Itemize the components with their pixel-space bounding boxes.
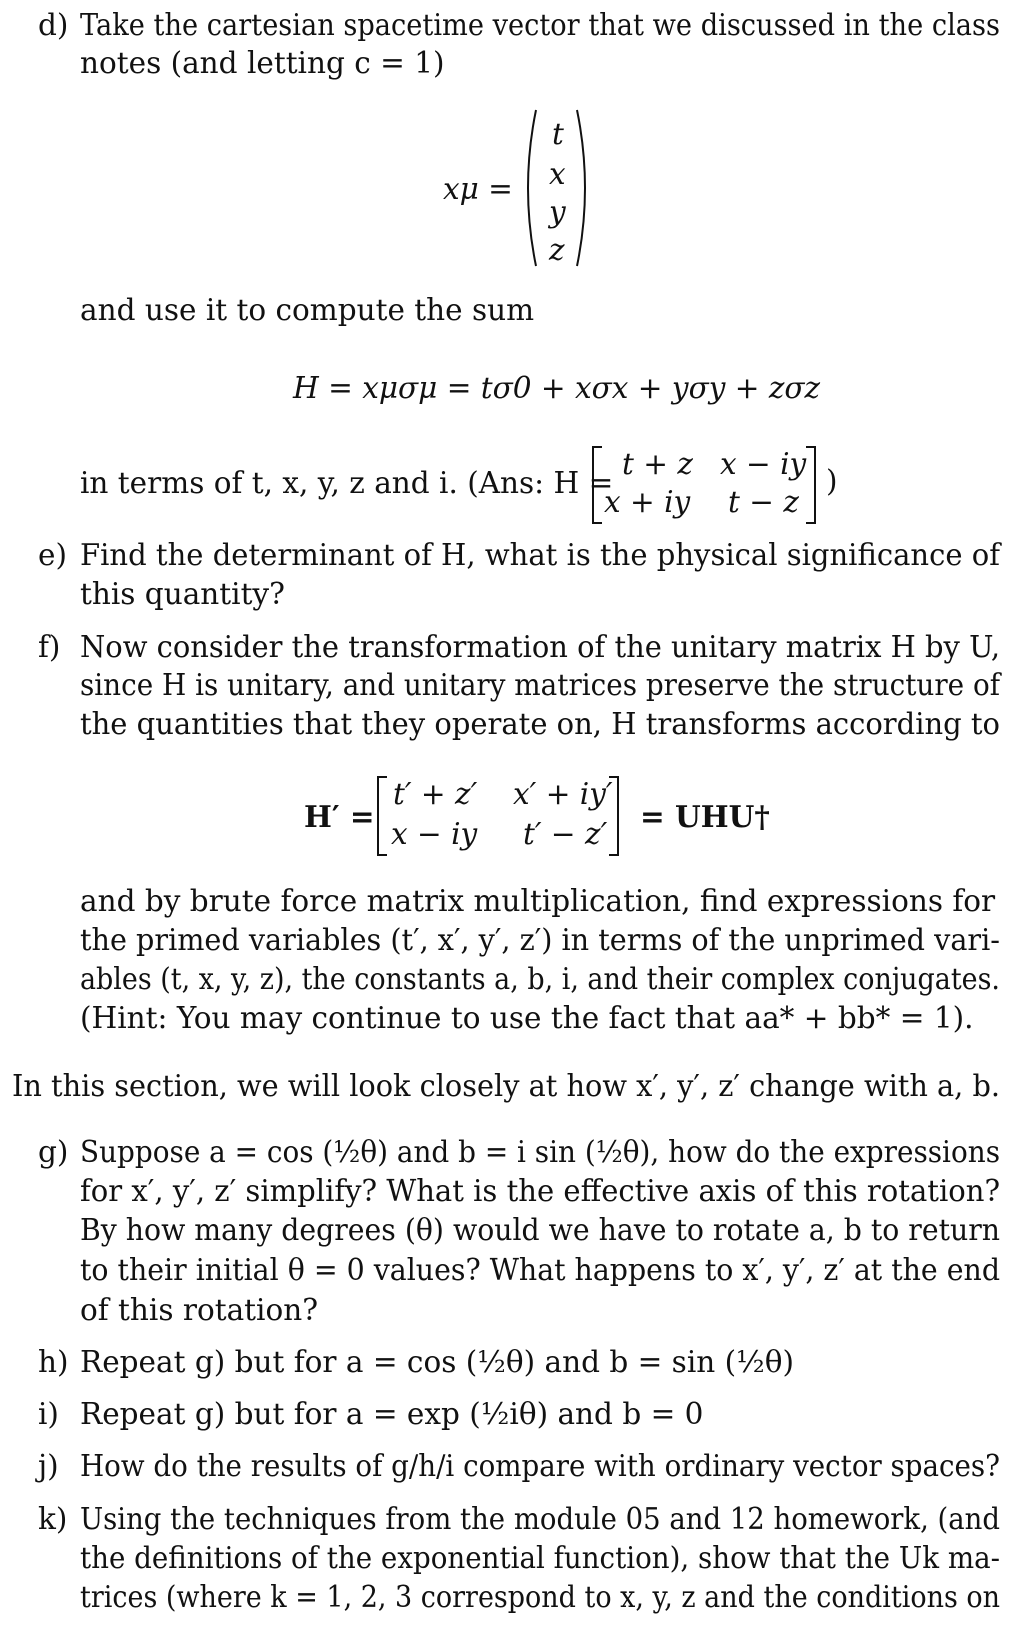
item-f-after-line-2: the primed variables (t′, x′, y′, z′) in terms of the unprimed vari- [80, 923, 1000, 957]
answer-matrix-cell: x − iy [720, 447, 807, 481]
item-label-j: j) [38, 1449, 59, 1483]
item-f-after-line-4: (Hint: You may continue to use the fact that aa* + bb* = 1). [80, 1001, 974, 1035]
vector-entry-y: y [549, 195, 566, 229]
answer-matrix-cell: t − z [728, 485, 799, 519]
item-label-d: d) [38, 8, 69, 42]
item-g-line-3: By how many degrees (θ) would we have to rotate a, b to return [80, 1213, 1000, 1247]
item-g-line-1: Suppose a = cos (½θ) and b = i sin (½θ), how do the expressions [80, 1135, 1001, 1169]
item-d-terms: in terms of t, x, y, z and i. (Ans: H = [80, 466, 614, 500]
answer-matrix-right-bracket [806, 446, 816, 524]
item-g-line-5: of this rotation? [80, 1293, 319, 1327]
item-k-line-1: Using the techniques from the module 05 and 12 homework, (and [80, 1502, 1001, 1536]
item-k-line-3: trices (where k = 1, 2, 3 correspond to x, y, z and the conditions on [80, 1580, 1001, 1614]
vector-entry-z: z [549, 233, 565, 267]
item-e-line-2: this quantity? [80, 577, 285, 611]
transform-matrix-lhs: H′ = [304, 799, 375, 834]
item-f-after-line-1: and by brute force matrix multiplication, find expressions for [80, 884, 996, 918]
item-label-k: k) [38, 1502, 68, 1536]
item-d-line-2: notes (and letting c = 1) [80, 46, 445, 80]
item-d-line-1: Take the cartesian spacetime vector that we discussed in the class [80, 8, 1000, 42]
item-f-line-1: Now consider the transformation of the unitary matrix H by U, [80, 630, 1001, 664]
sum-equation: H = xμσμ = tσ0 + xσx + yσy + zσz [293, 371, 821, 405]
vector-lhs: xμ = [443, 172, 513, 206]
vector-entry-x: x [549, 157, 566, 191]
answer-matrix [592, 446, 822, 524]
item-k-line-2: the definitions of the exponential function), show that the Uk ma- [80, 1541, 1000, 1575]
item-g-line-4: to their initial θ = 0 values? What happens to x′, y′, z′ at the end [80, 1253, 1001, 1287]
item-label-h: h) [38, 1345, 69, 1379]
item-label-g: g) [38, 1135, 69, 1169]
item-g-line-2: for x′, y′, z′ simplify? What is the effective axis of this rotation? [80, 1174, 1001, 1208]
item-label-e: e) [38, 538, 67, 572]
item-j-text: How do the results of g/h/i compare with ordinary vector spaces? [80, 1449, 1000, 1483]
vector-right-paren [573, 108, 595, 268]
transform-matrix-right-bracket [609, 776, 619, 856]
item-h-text: Repeat g) but for a = cos (½θ) and b = sin (½θ) [80, 1345, 795, 1379]
transform-matrix-cell: x′ + iy′ [513, 777, 613, 811]
answer-matrix-cell: x + iy [604, 485, 691, 519]
item-e-line-1: Find the determinant of H, what is the physical significance of [80, 538, 1000, 572]
item-label-i: i) [38, 1397, 59, 1431]
item-f-after-line-3: ables (t, x, y, z), the constants a, b, i, and their complex conjugates. [80, 962, 1000, 996]
transform-matrix-cell: x − iy [391, 817, 478, 851]
transform-matrix-rhs: = UHU† [640, 799, 770, 834]
transform-matrix-cell: t′ − z′ [523, 817, 608, 851]
answer-close-paren: ) [826, 464, 838, 498]
item-d-after-vector: and use it to compute the sum [80, 293, 535, 327]
transform-matrix-cell: t′ + z′ [393, 777, 478, 811]
item-f-line-2: since H is unitary, and unitary matrices preserve the structure of [80, 668, 1001, 702]
answer-matrix-left-bracket [592, 446, 602, 524]
transform-matrix-left-bracket [377, 776, 387, 856]
section-intro: In this section, we will look closely at how x′, y′, z′ change with a, b. [12, 1069, 1001, 1103]
transform-matrix [377, 776, 629, 856]
item-f-line-3: the quantities that they operate on, H transforms according to [80, 707, 1001, 741]
item-label-f: f) [38, 630, 61, 664]
vector-entry-t: t [552, 117, 564, 151]
answer-matrix-cell: t + z [622, 447, 693, 481]
vector-left-paren [518, 108, 540, 268]
item-i-text: Repeat g) but for a = exp (½iθ) and b = 0 [80, 1397, 704, 1431]
